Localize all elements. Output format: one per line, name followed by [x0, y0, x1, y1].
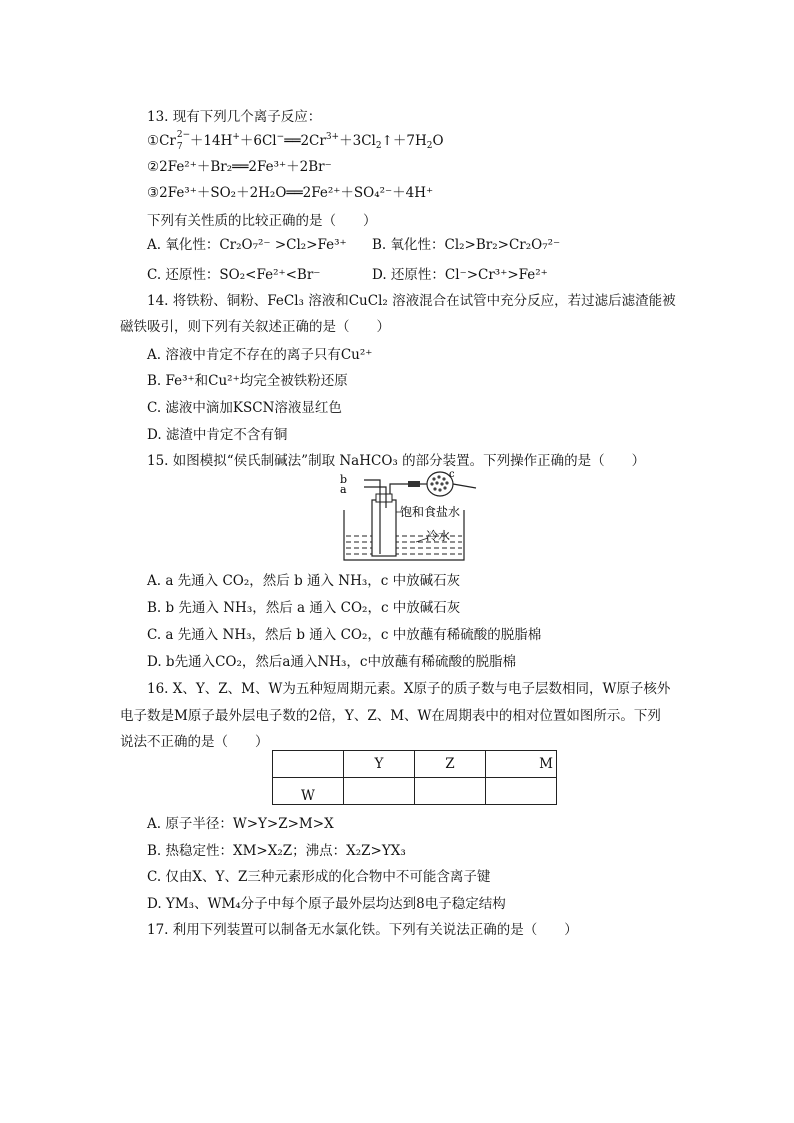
q16-stem-line3: 说法不正确的是（ ）: [120, 734, 269, 750]
q16-option-d[interactable]: D. YM₃、WM₄分子中每个原子最外层均达到8电子稳定结构: [147, 896, 506, 912]
periodic-table-fragment: [272, 750, 557, 805]
q15-apparatus-figure: [336, 470, 486, 566]
r1-equals: ══: [284, 133, 301, 149]
q14-stem-line1: 14. 将铁粉、铜粉、FeCl₃ 溶液和CuCl₂ 溶液混合在试管中充分反应，若过滤后滤渣能被: [147, 293, 676, 309]
label-cold-water: 冷水: [426, 529, 451, 543]
r1-cl2: ＋3Cl: [339, 133, 376, 149]
q14-option-a[interactable]: A. 溶液中肯定不存在的离子只有Cu²⁺: [147, 347, 373, 363]
r1-sub: 7: [176, 141, 183, 152]
table-cell: [344, 778, 415, 805]
table-cell: [273, 751, 344, 778]
table-cell: M: [486, 751, 557, 778]
table-cell: [415, 778, 486, 805]
table-cell: Z: [415, 751, 486, 778]
q15-stem: 15. 如图模拟“侯氏制碱法”制取 NaHCO₃ 的部分装置。下列操作正确的是（ ）: [147, 453, 646, 469]
q16-option-b[interactable]: B. 热稳定性：XM>X₂Z；沸点：X₂Z>YX₃: [147, 843, 406, 859]
q17-stem: 17. 利用下列装置可以制备无水氯化铁。下列有关说法正确的是（ ）: [147, 922, 578, 938]
label-a: a: [340, 483, 347, 496]
q14-stem-line2: 磁铁吸引，则下列有关叙述正确的是（ ）: [120, 319, 390, 335]
r1-h2o: ↑＋7H: [381, 133, 427, 149]
table-cell: [486, 778, 557, 805]
r1-charge: 2−: [176, 129, 191, 140]
gas-bottle: [372, 500, 396, 556]
label-brine: 饱和食盐水: [400, 505, 461, 519]
r1-o: O: [432, 133, 444, 149]
q13-stem: 13. 现有下列几个离子反应：: [147, 109, 322, 125]
bottle-stopper: [376, 494, 392, 502]
q16-stem-line2: 电子数是M原子最外层电子数的2倍，Y、Z、M、W在周期表中的相对位置如图所示。下列: [120, 708, 661, 724]
q13-option-a[interactable]: A. 氧化性：Cr₂O₇²⁻ >Cl₂>Fe³⁺: [147, 237, 347, 253]
q13-option-b[interactable]: B. 氧化性：Cl₂>Br₂>Cr₂O₇²⁻: [372, 237, 561, 253]
q13-reaction-2: ②2Fe²⁺＋Br₂══2Fe³⁺＋2Br⁻: [147, 159, 332, 175]
q13-option-c[interactable]: C. 还原性：SO₂<Fe²⁺<Br⁻: [147, 267, 321, 283]
q15-option-a[interactable]: A. a 先通入 CO₂，然后 b 通入 NH₃，c 中放碱石灰: [147, 573, 461, 589]
q14-option-c[interactable]: C. 滤液中滴加KSCN溶液显红色: [147, 400, 342, 416]
r1-cr-charge: 3+: [325, 132, 340, 142]
r1-cl: ＋6Cl: [239, 133, 277, 149]
q15-option-d[interactable]: D. b先通入CO₂，然后a通入NH₃，c中放蘸有稀硫酸的脱脂棉: [147, 654, 516, 670]
label-c: c: [449, 470, 455, 480]
r1-h-charge: +: [232, 132, 240, 142]
label-b: b: [340, 473, 348, 486]
r1-lead: ①Cr: [147, 133, 176, 149]
q13-option-d[interactable]: D. 还原性：Cl⁻>Cr³⁺>Fe²⁺: [372, 267, 548, 283]
drying-tube-tip: [453, 484, 476, 488]
q13-reaction-1: [147, 128, 444, 155]
rubber-connector: [408, 481, 420, 487]
q16-stem-line1: 16. X、Y、Z、M、W为五种短周期元素。X原子的质子数与电子层数相同，W原子核外: [147, 681, 671, 697]
r1-cl2-sub: 2: [375, 141, 382, 151]
table-cell: W: [273, 778, 344, 805]
r1-h: ＋14H: [189, 133, 233, 149]
r1-h2o-sub: 2: [426, 141, 433, 151]
q13-reaction-3: ③2Fe³⁺＋SO₂＋2H₂O══2Fe²⁺＋SO₄²⁻＋4H⁺: [147, 185, 434, 201]
table-cell: Y: [344, 751, 415, 778]
r1-cl-charge: −: [276, 132, 285, 142]
q16-option-a[interactable]: A. 原子半径：W>Y>Z>M>X: [147, 816, 334, 832]
table-row: [273, 751, 557, 778]
q15-option-c[interactable]: C. a 先通入 NH₃，然后 b 通入 CO₂，c 中放蘸有稀硫酸的脱脂棉: [147, 627, 542, 643]
r1-cr: 2Cr: [300, 133, 326, 149]
q13-question: 下列有关性质的比较正确的是（ ）: [147, 213, 377, 229]
q14-option-d[interactable]: D. 滤渣中肯定不含有铜: [147, 427, 288, 443]
table-row: [273, 778, 557, 805]
q14-option-b[interactable]: B. Fe³⁺和Cu²⁺均完全被铁粉还原: [147, 373, 348, 389]
q15-option-b[interactable]: B. b 先通入 NH₃，然后 a 通入 CO₂，c 中放碱石灰: [147, 600, 461, 616]
q16-option-c[interactable]: C. 仅由X、Y、Z三种元素形成的化合物中不可能含离子键: [147, 869, 491, 885]
